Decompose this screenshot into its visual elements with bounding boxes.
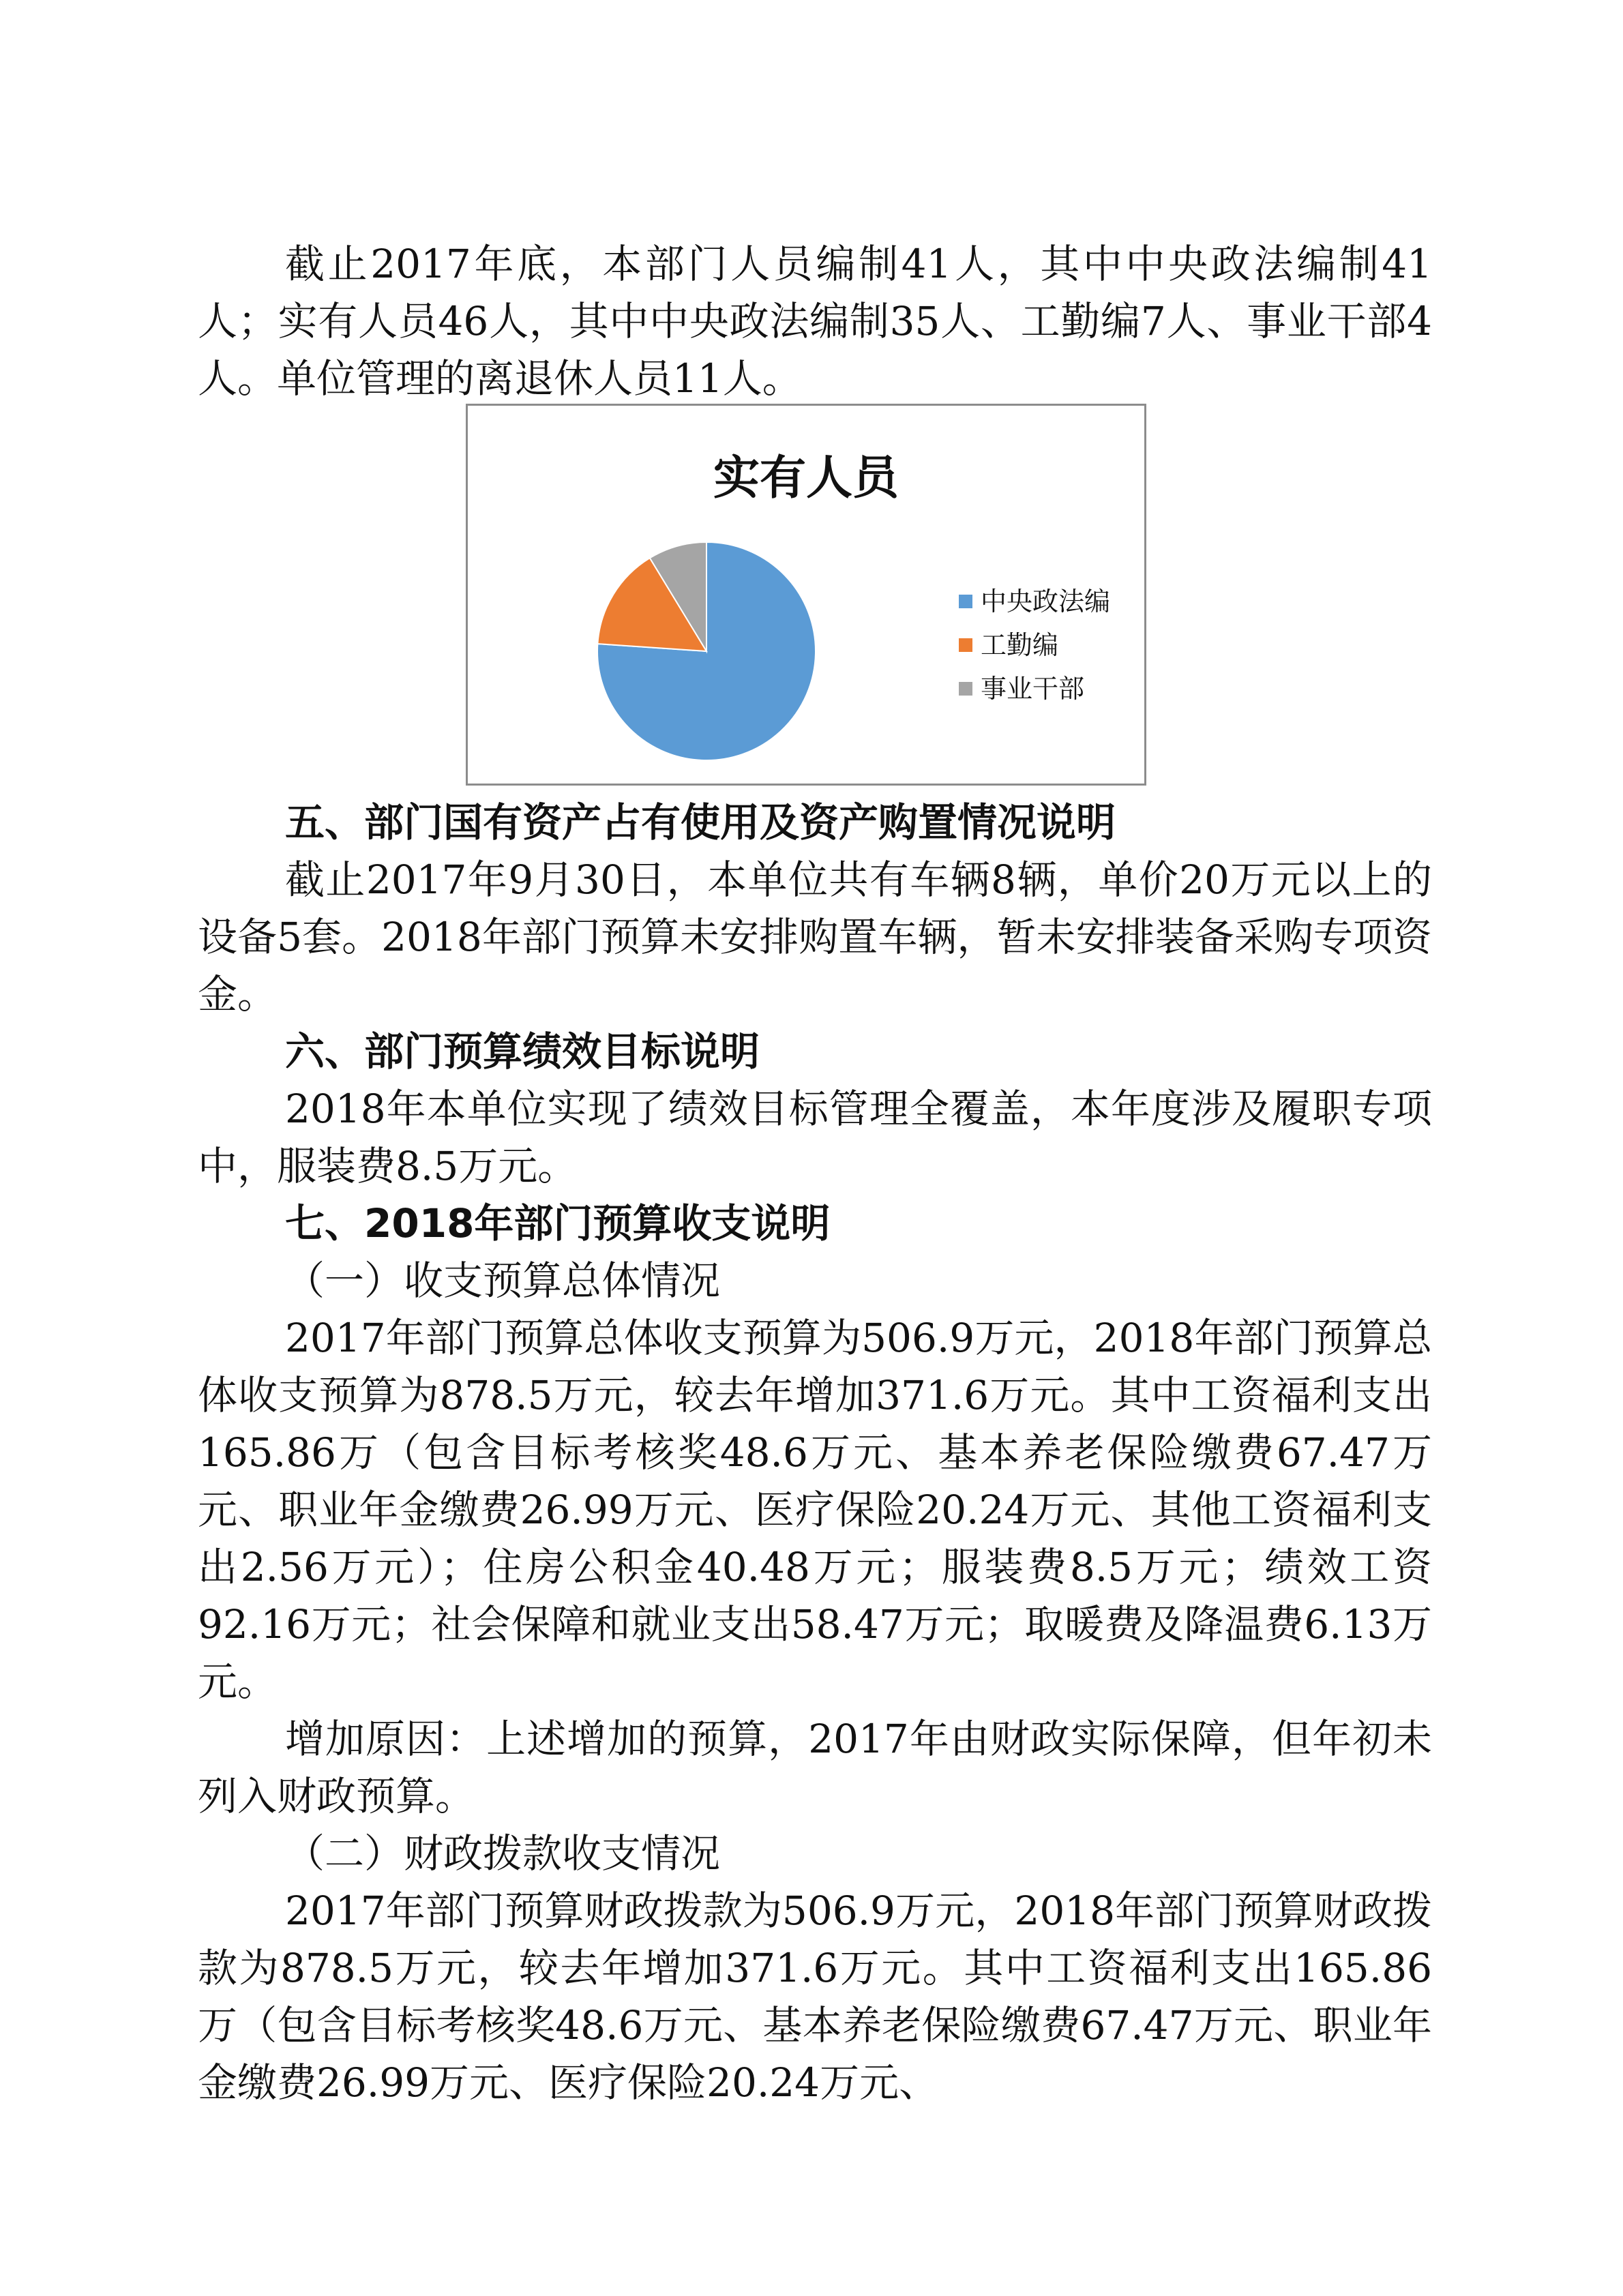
- legend-swatch: [959, 595, 972, 608]
- increase-reason-paragraph: 增加原因：上述增加的预算，2017年由财政实际保障，但年初未列入财政预算。: [198, 1716, 1432, 1819]
- staff-pie-chart: [466, 404, 1146, 786]
- legend-swatch: [959, 638, 972, 652]
- fiscal-paragraph: 2017年部门预算财政拨款为506.9万元，2018年部门预算财政拨款为878.5万元，较去年增加371.6万元。其中工资福利支出165.86万（包含目标考核奖48.6万元、基本养老保险缴费67.47万元、职业年金缴费26.99万元、医疗保险20.24万元、: [198, 1888, 1432, 2106]
- legend-item: [959, 623, 1110, 667]
- section6-heading: 六、部门预算绩效目标说明: [285, 1028, 760, 1075]
- legend-swatch: [959, 682, 972, 696]
- performance-paragraph: 2018年本单位实现了绩效目标管理全覆盖，本年度涉及履职专项中，服装费8.5万元。: [198, 1086, 1432, 1189]
- assets-paragraph: 截止2017年9月30日，本单位共有车辆8辆，单价20万元以上的设备5套。2018年部门预算未安排购置车辆，暂未安排装备采购专项资金。: [198, 856, 1432, 1017]
- legend-label: 中央政法编: [981, 586, 1111, 616]
- section5-heading: 五、部门国有资产占有使用及资产购置情况说明: [285, 799, 1116, 846]
- legend-item: [959, 667, 1110, 711]
- subsection-overall: （一）收支预算总体情况: [285, 1257, 721, 1304]
- legend-label: 事业干部: [981, 674, 1085, 704]
- staffing-paragraph: 截止2017年底，本部门人员编制41人，其中中央政法编制41人；实有人员46人，其中中央政法编制35人、工勤编7人、事业干部4人。单位管理的离退休人员11人。: [198, 241, 1432, 402]
- chart-title: 实有人员: [713, 451, 899, 505]
- chart-legend: [959, 580, 1110, 711]
- legend-label: 工勤编: [981, 630, 1059, 660]
- overall-budget-paragraph: 2017年部门预算总体收支预算为506.9万元，2018年部门预算总体收支预算为878.5万元，较去年增加371.6万元。其中工资福利支出165.86万（包含目标考核奖48.6万元、基本养老保险缴费67.47万元、职业年金缴费26.99万元、医疗保险20.24万元、其他工资福利支出2.56万元）；住房公积金40.48万元；服装费8.5万元；绩效工资92.16万元；社会保障和就业支出58.47万元；取暖费及降温费6.13万元。: [198, 1315, 1432, 1705]
- legend-item: [959, 580, 1110, 623]
- subsection-fiscal: （二）财政拨款收支情况: [285, 1830, 721, 1877]
- pie-plot: [591, 535, 822, 767]
- section7-heading: 七、2018年部门预算收支说明: [285, 1200, 831, 1247]
